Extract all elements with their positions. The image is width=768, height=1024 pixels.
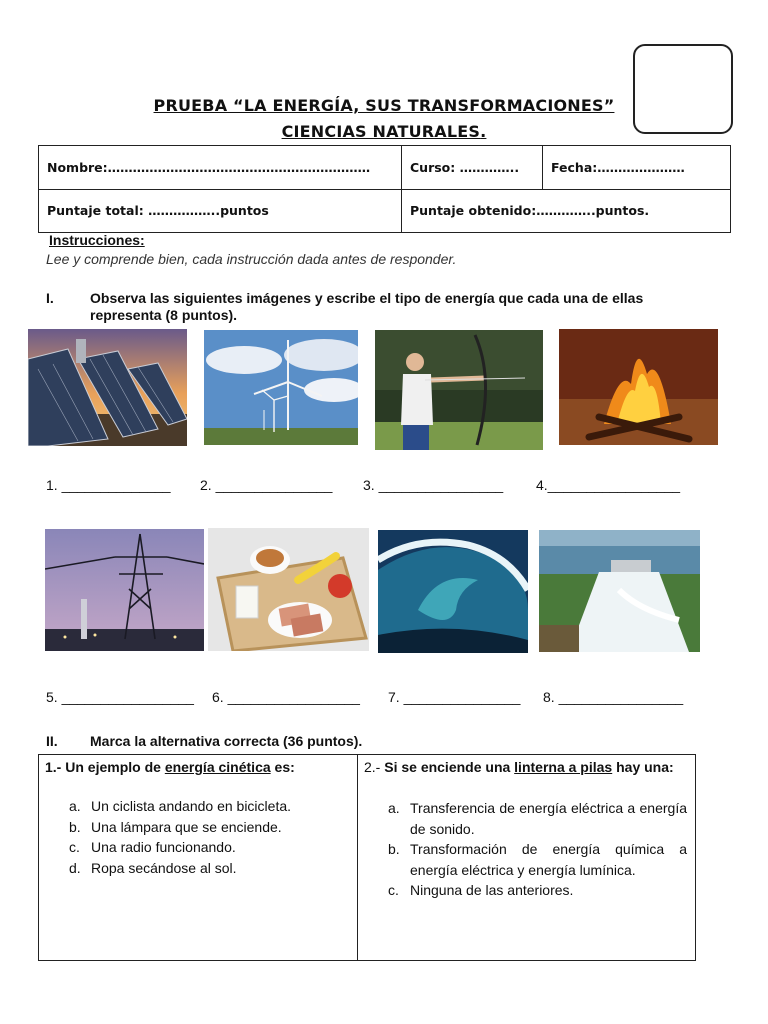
subtitle-period: .	[480, 122, 487, 141]
breakfast-tray-image	[208, 528, 369, 651]
option-text: Una radio funcionando.	[91, 839, 236, 855]
fecha-field[interactable]: Fecha:…………………	[543, 146, 731, 190]
option-text: Ninguna de las anteriores.	[410, 882, 574, 898]
score-box	[633, 44, 733, 134]
option-letter: c.	[69, 839, 80, 855]
instructions-heading: Instrucciones:	[49, 232, 145, 248]
q1-suffix: es:	[270, 759, 295, 775]
section2-text: Marca la alternativa correcta (36 puntos).	[90, 733, 363, 749]
student-info-table	[38, 145, 731, 233]
q2-suffix: hay una:	[612, 759, 674, 775]
q2-number: 2.-	[364, 759, 381, 775]
answer-blank-6[interactable]: 6. _________________	[212, 689, 360, 705]
wind-turbines-image	[204, 330, 358, 445]
answer-blank-3[interactable]: 3. ________________	[363, 477, 504, 493]
option-text: Ropa secándose al sol.	[91, 859, 237, 876]
page-title: PRUEBA “LA ENERGÍA, SUS TRANSFORMACIONES”	[153, 96, 615, 115]
option-letter: b.	[388, 841, 400, 857]
q2-option-c[interactable]	[358, 880, 687, 901]
q2-option-b[interactable]	[358, 839, 687, 880]
archer-image	[375, 330, 543, 450]
puntaje-total-field[interactable]: Puntaje total: ……………..puntos	[39, 189, 402, 233]
q1-option-a[interactable]	[39, 796, 357, 817]
questions-table	[38, 754, 696, 961]
question-1-options	[39, 796, 357, 878]
nombre-field[interactable]: Nombre:………………………………………………………	[39, 146, 402, 190]
option-letter: a.	[69, 798, 81, 814]
option-letter: b.	[69, 818, 81, 835]
q1-option-b[interactable]	[39, 817, 357, 838]
option-text: Transferencia de energía eléctrica a energía de sonido.	[410, 800, 687, 837]
answer-blank-8[interactable]: 8. ________________	[543, 689, 684, 705]
solar-panels-image	[28, 329, 187, 446]
question-2-options	[358, 798, 695, 901]
option-text: Un ciclista andando en bicicleta.	[91, 798, 292, 814]
question-1-text	[39, 755, 357, 778]
page-subtitle	[0, 122, 768, 141]
instructions-text: Lee y comprende bien, cada instrucción dada antes de responder.	[46, 251, 457, 267]
power-tower-image	[45, 529, 204, 651]
question-2-text	[358, 755, 695, 778]
q1-option-c[interactable]	[39, 837, 357, 858]
ocean-wave-image	[378, 530, 528, 653]
answer-blank-2[interactable]: 2. _______________	[200, 477, 333, 493]
campfire-image	[559, 329, 718, 445]
subtitle-text: CIENCIAS NATURALES	[281, 122, 481, 141]
question-1	[39, 755, 358, 961]
q1-underlined: energía cinética	[164, 759, 271, 775]
option-letter: d.	[69, 859, 81, 876]
puntaje-obtenido-field[interactable]: Puntaje obtenido:…………..puntos.	[402, 189, 731, 233]
option-letter: a.	[388, 800, 400, 816]
option-text: Transformación de energía química a energía eléctrica y energía lumínica.	[410, 841, 687, 878]
option-letter: c.	[388, 882, 399, 898]
answer-blank-1[interactable]: 1. ______________	[46, 477, 171, 493]
q1-option-d[interactable]	[39, 858, 357, 879]
section1-text: Observa las siguientes imágenes y escribe el tipo de energía que cada una de ellas representa (8 puntos).	[90, 290, 644, 323]
q2-prefix: Si se enciende una	[380, 759, 515, 775]
answer-blank-5[interactable]: 5. _________________	[46, 689, 194, 705]
question-2	[358, 755, 696, 961]
section1-number: I.	[46, 290, 54, 306]
q2-option-a[interactable]	[358, 798, 687, 839]
option-text: Una lámpara que se enciende.	[91, 818, 282, 835]
section2-number: II.	[46, 733, 58, 749]
q2-underlined: linterna a pilas	[514, 759, 613, 775]
answer-blank-4[interactable]: 4._________________	[536, 477, 681, 493]
answer-blank-7[interactable]: 7. _______________	[388, 689, 521, 705]
curso-field[interactable]: Curso: …………..	[402, 146, 543, 190]
q1-prefix: 1.- Un ejemplo de	[45, 759, 165, 775]
waterfall-dam-image	[539, 530, 700, 652]
